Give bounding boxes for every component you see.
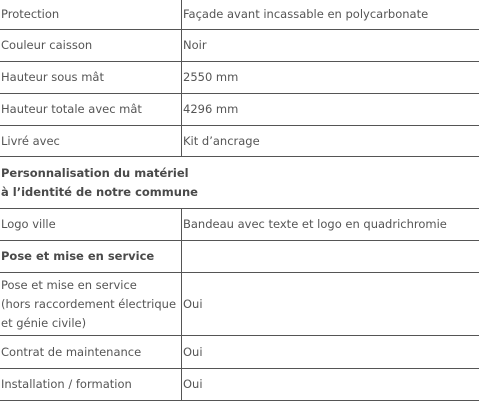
row-value: Noir xyxy=(182,30,479,62)
row-value: 2550 mm xyxy=(182,62,479,94)
section-heading-line: à l’identité de notre commune xyxy=(1,184,198,199)
table-row xyxy=(0,62,479,94)
table-row xyxy=(0,94,479,126)
section-heading-line: Personnalisation du matériel xyxy=(1,165,189,180)
section-header-pose xyxy=(0,241,479,273)
table-row xyxy=(0,30,479,62)
row-label: Protection xyxy=(0,0,182,30)
row-label: Contrat de maintenance xyxy=(0,336,182,369)
row-value: Oui xyxy=(182,273,479,336)
row-value-empty xyxy=(182,241,479,273)
row-label: Hauteur sous mât xyxy=(0,62,182,94)
row-value: Kit d’ancrage xyxy=(182,126,479,157)
section-heading: Pose et mise en service xyxy=(0,241,182,273)
row-label: Livré avec xyxy=(0,126,182,157)
row-value: Oui xyxy=(182,336,479,369)
row-value: Bandeau avec texte et logo en quadrichromie xyxy=(182,209,479,241)
row-label: Logo ville xyxy=(0,209,182,241)
section-header-personnalisation xyxy=(0,157,479,209)
table-row xyxy=(0,369,479,401)
row-label: Hauteur totale avec mât xyxy=(0,94,182,126)
row-value: Oui xyxy=(182,369,479,401)
row-label-line: Pose et mise en service xyxy=(1,277,137,292)
row-label-line: (hors raccordement électrique xyxy=(1,296,177,311)
row-label xyxy=(0,273,182,336)
row-label-line: et génie civile) xyxy=(1,315,87,330)
table-row xyxy=(0,0,479,30)
table-row xyxy=(0,273,479,336)
table-row xyxy=(0,336,479,369)
row-value: 4296 mm xyxy=(182,94,479,126)
table-row xyxy=(0,126,479,157)
row-value: Façade avant incassable en polycarbonate xyxy=(182,0,479,30)
table-row xyxy=(0,209,479,241)
row-label: Couleur caisson xyxy=(0,30,182,62)
row-label: Installation / formation xyxy=(0,369,182,401)
section-heading xyxy=(0,157,479,209)
